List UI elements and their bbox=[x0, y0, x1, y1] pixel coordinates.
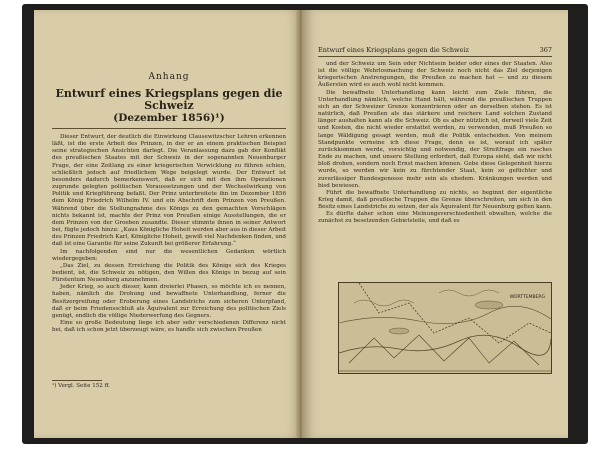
paragraph: Die bewaffnete Unterhandlung kann leicht zum Ziele führen, die Unterhandlung nämlich, welche Hand hält, während die preußischen Truppen sich an der Schweizer Grenze konzentrieren oder an derselben stehen. Es ist natürlich, daß Preußen als das stärkere und reichere Land solchen Zustand länger aushalten kann als die Schweiz. Ob es aber nützlich ist, derweil viele Zeit und Kosten, die nicht wieder erstattet werden, zu verwenden, muß Preußen so lange Wäldigung gesagt werden, muß die Politik entscheiden. Von meinem Standpunkte verneine ich diese Frage, denn es ist, worauf ich später zurückkommen werde, vorsichtig und notwendig, der Streitfrage ein rasches Ende zu machen, und unsere Stellung erfordert, daß Europa sieht, daß wir nicht bloß drohen, sondern noch Ernst machen können. Gebe diese Gelegenheit hierzu wurde, so werden wir kein zu fürchtender Staat, kein so gefüchter und zuverlässiger Bundesgenosse mehr sein als ehedem. Kränkungen werden und bisd bewiesen. bbox=[318, 89, 552, 189]
switzerland-map bbox=[338, 282, 552, 374]
map-label: WÜRTTEMBERG bbox=[509, 295, 545, 300]
right-body-text bbox=[318, 61, 552, 226]
left-page-content bbox=[52, 72, 286, 334]
paragraph: Dieser Entwurf, der deutlich die Einwirkung Clausewitzscher Lehren erkennen läßt, ist die erste Arbeit des Prinzen, in der er an einem praktischen Beispiel seine strategischen Ansichten darlegt. Die Veranlassung dazu gab der Konflikt des preußischen Staates mit der Schweiz in der sogenannten Neuenburger Frage, der eine Zeitlang zu einer kriegerischen Verwicklung zu führen schien, schließlich jedoch auf friedlichem Wege beigelegt wurde. Der Entwurf ist besonders dadurch bemerkenswert, daß er sich mit den ihm Operationen zugrunde gelegten politischen Voraussetzungen und der Wechselwirkung von Politik und Kriegführung befaßt. Der Prinz unterbreitete ihn im Dezember 1856 dem König Friedrich Wilhelm IV. und ein Abschrift dem Prinzen von Preußen. Während über die Stellungnahme des Königs zu den gemachten Vorschlägen nichts bekannt ist, machte der Prinz von Preußen einige Ausstellungen, die er dem Prinzen von der Groeben zusandte. Dieser stimmte ihnen in seiner Antwort bei, fügte jedoch hinzu: „Kaus Königliche Hoheit werden aber aus in dieser Arbeit des Prinzen Friedrich Karl, Königliche Hoheit, gewiß viel Nachdenken finden, und daß ist eine Garantie für seine Zukunft bei größerer Erfahrung.“ bbox=[52, 134, 286, 248]
right-page-content bbox=[318, 46, 552, 226]
paragraph: Im nachfolgenden sind nur die wesentlichen Gedanken wörtlich wiedergegeben: bbox=[52, 248, 286, 262]
page-number: 367 bbox=[539, 46, 552, 54]
left-body-text bbox=[52, 134, 286, 334]
paragraph: und der Schweiz um Sein oder Nichtsein beider oder eines der Staaten. Also ist die völlige Wehrlosmachung der Schweiz noch nicht das Ziel derjenigen kriegerischen Anstrengungen, die Preußen zu machen hat — und zu diesem Äußersten wird es auch wohl nicht kommen. bbox=[318, 61, 552, 89]
footnote-divider bbox=[52, 380, 102, 381]
chapter-subtitle: (Dezember 1856)¹) bbox=[113, 112, 225, 124]
running-header bbox=[318, 46, 552, 57]
paragraph: Es dürfte daher schon eine Meinungsverschiedenheit obwalten, welche die zunächst zu besetzenden Gebietsteile, und daß es bbox=[318, 211, 552, 225]
right-page bbox=[302, 10, 568, 438]
chapter-title: Entwurf eines Kriegsplans gegen die Schweiz bbox=[55, 87, 283, 112]
running-title: Entwurf eines Kriegsplans gegen die Schweiz bbox=[318, 46, 469, 54]
paragraph: Eine so große Bedeutung liege ich aber sehr verschiedenen Differenz nicht bei, daß ich schon jetzt überzeugt wäre, es handle sich zwischen Preußen bbox=[52, 320, 286, 334]
footnote-text: ¹) Vergl. Seite 152 ff. bbox=[52, 383, 110, 389]
title-divider bbox=[52, 128, 286, 129]
paragraph: „Das Ziel, zu dessen Erreichung die Politik des Königs sich des Krieges bedient, ist, die Schweiz zu nötigen, den Willen des Königs in bezug auf sein Fürstentum Neuenburg anzunehmen. bbox=[52, 262, 286, 284]
section-heading: Anhang bbox=[148, 72, 190, 82]
paragraph: Jeder Krieg, so auch dieser, kann dreierlei Phasen, so möchte ich es nennen, haben, nämlich die Drohung und bewaffnete Unterhandlung, ferner die Besitzergreifung oder Eroberung eines Landstrichs zum sicheren Unterpfand, daß er beim Friedensschluß als Äquivalent zur Erreichung des politischen Ziels genügt, endlich die völlige Niederwerfung des Gegners. bbox=[52, 284, 286, 319]
paragraph: Führt die bewaffnete Unterhandlung zu nichts, so beginnt der eigentliche Krieg damit, daß preußische Truppen die Grenze überschreiten, um sich in den Besitz eines Landstrichs zu setzen, der als Äquivalent für Neuenburg gelten kann. bbox=[318, 189, 552, 211]
left-page bbox=[34, 10, 302, 438]
footnote bbox=[52, 380, 286, 389]
